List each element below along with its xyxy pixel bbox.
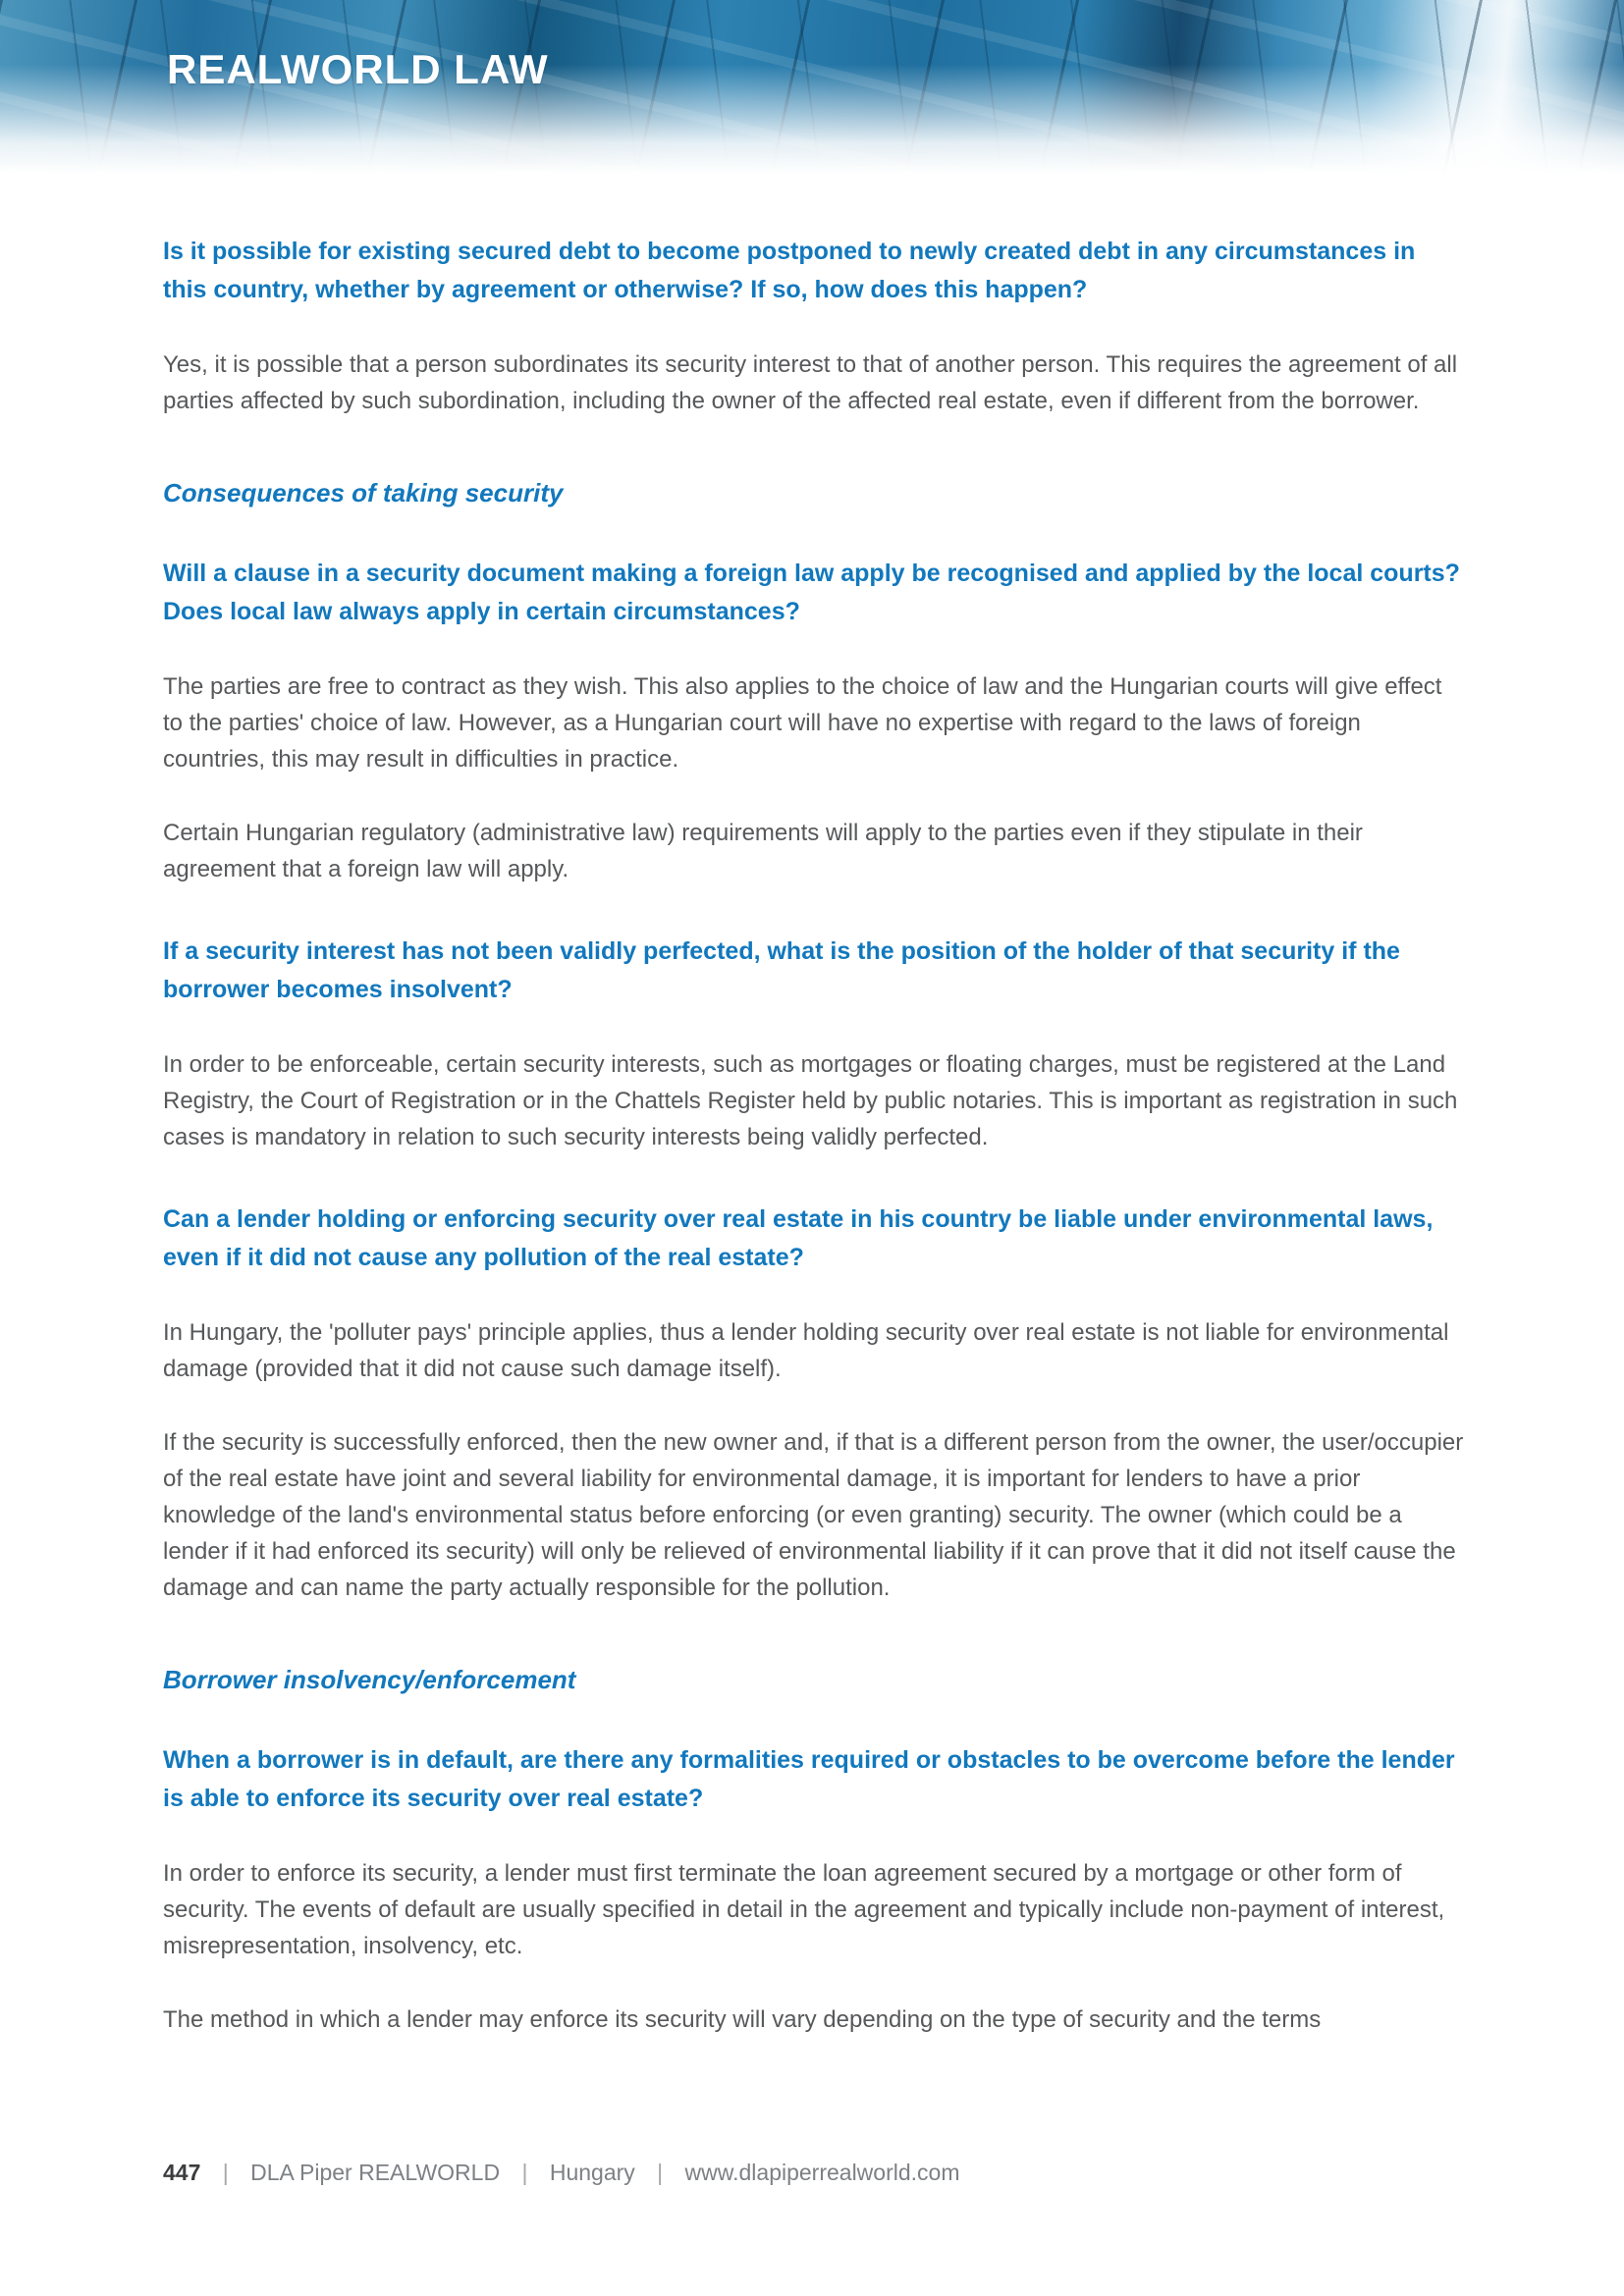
header-banner [0, 0, 1624, 179]
footer-brand: DLA Piper REALWORLD [250, 2160, 501, 2185]
footer-separator: | [657, 2160, 664, 2185]
footer-website-url[interactable]: www.dlapiperrealworld.com [684, 2160, 960, 2185]
question-heading: When a borrower is in default, are there any formalities required or obstacles to be overcome before the lender is able to enforce its security over real estate? [163, 1746, 1455, 1812]
page-number: 447 [163, 2160, 201, 2185]
footer-separator: | [222, 2160, 229, 2185]
brand-title: REALWORLD LAW [167, 46, 549, 92]
page-footer [163, 2160, 960, 2186]
body-paragraph: In Hungary, the 'polluter pays' principle applies, thus a lender holding security over real estate is not liable for environmental damage (provided that it did not cause such damage itself). [163, 1319, 1449, 1382]
question-heading: Can a lender holding or enforcing security over real estate in his country be liable under environmental laws, even if it did not cause any pollution of the real estate? [163, 1205, 1434, 1271]
footer-country: Hungary [549, 2160, 635, 2185]
body-paragraph: Certain Hungarian regulatory (administrative law) requirements will apply to the parties even if they stipulate in their agreement that a foreign law will apply. [163, 820, 1363, 882]
question-heading: Will a clause in a security document making a foreign law apply be recognised and applied by the local courts? Does local law always apply in certain circumstances? [163, 560, 1460, 625]
question-heading: If a security interest has not been validly perfected, what is the position of the holder of that security if the borrower becomes insolvent? [163, 937, 1400, 1003]
section-subheading: Consequences of taking security [163, 478, 564, 507]
body-paragraph: Yes, it is possible that a person subordinates its security interest to that of another person. This requires the agreement of all parties affected by such subordination, including the owner of the affected real estate, even if different from the borrower. [163, 351, 1458, 414]
body-paragraph: The method in which a lender may enforce its security will vary depending on the type of security and the terms [163, 2006, 1322, 2033]
body-paragraph: The parties are free to contract as they wish. This also applies to the choice of law and the Hungarian courts will give effect to the parties' choice of law. However, as a Hungarian court will have no expertise with regard to the laws of foreign countries, this may result in difficulties in practice. [163, 673, 1442, 773]
body-paragraph: In order to enforce its security, a lender must first terminate the loan agreement secured by a mortgage or other form of security. The events of default are usually specified in detail in the agreement and typically include non-payment of interest, misrepresentation, insolvency, etc. [163, 1860, 1445, 1959]
question-heading: Is it possible for existing secured debt to become postponed to newly created debt in any circumstances in this country, whether by agreement or otherwise? If so, how does this happen? [163, 238, 1416, 303]
section-subheading: Borrower insolvency/enforcement [163, 1665, 576, 1694]
footer-separator: | [521, 2160, 528, 2185]
body-paragraph: In order to be enforceable, certain security interests, such as mortgages or floating charges, must be registered at the Land Registry, the Court of Registration or in the Chattels Register held by public notaries. This is important as registration in such cases is mandatory in relation to such security interests being validly perfected. [163, 1051, 1458, 1150]
body-paragraph: If the security is successfully enforced, then the new owner and, if that is a different person from the owner, the user/occupier of the real estate have joint and several liability for environmental damage, it is important for lenders to have a prior knowledge of the land's environmental status before enforcing (or even granting) security. The owner (which could be a lender if it had enforced its security) will only be relieved of environmental liability if it can prove that it did not itself cause the damage and can name the party actually responsible for the pollution. [163, 1429, 1464, 1601]
page-content [163, 179, 1465, 2038]
